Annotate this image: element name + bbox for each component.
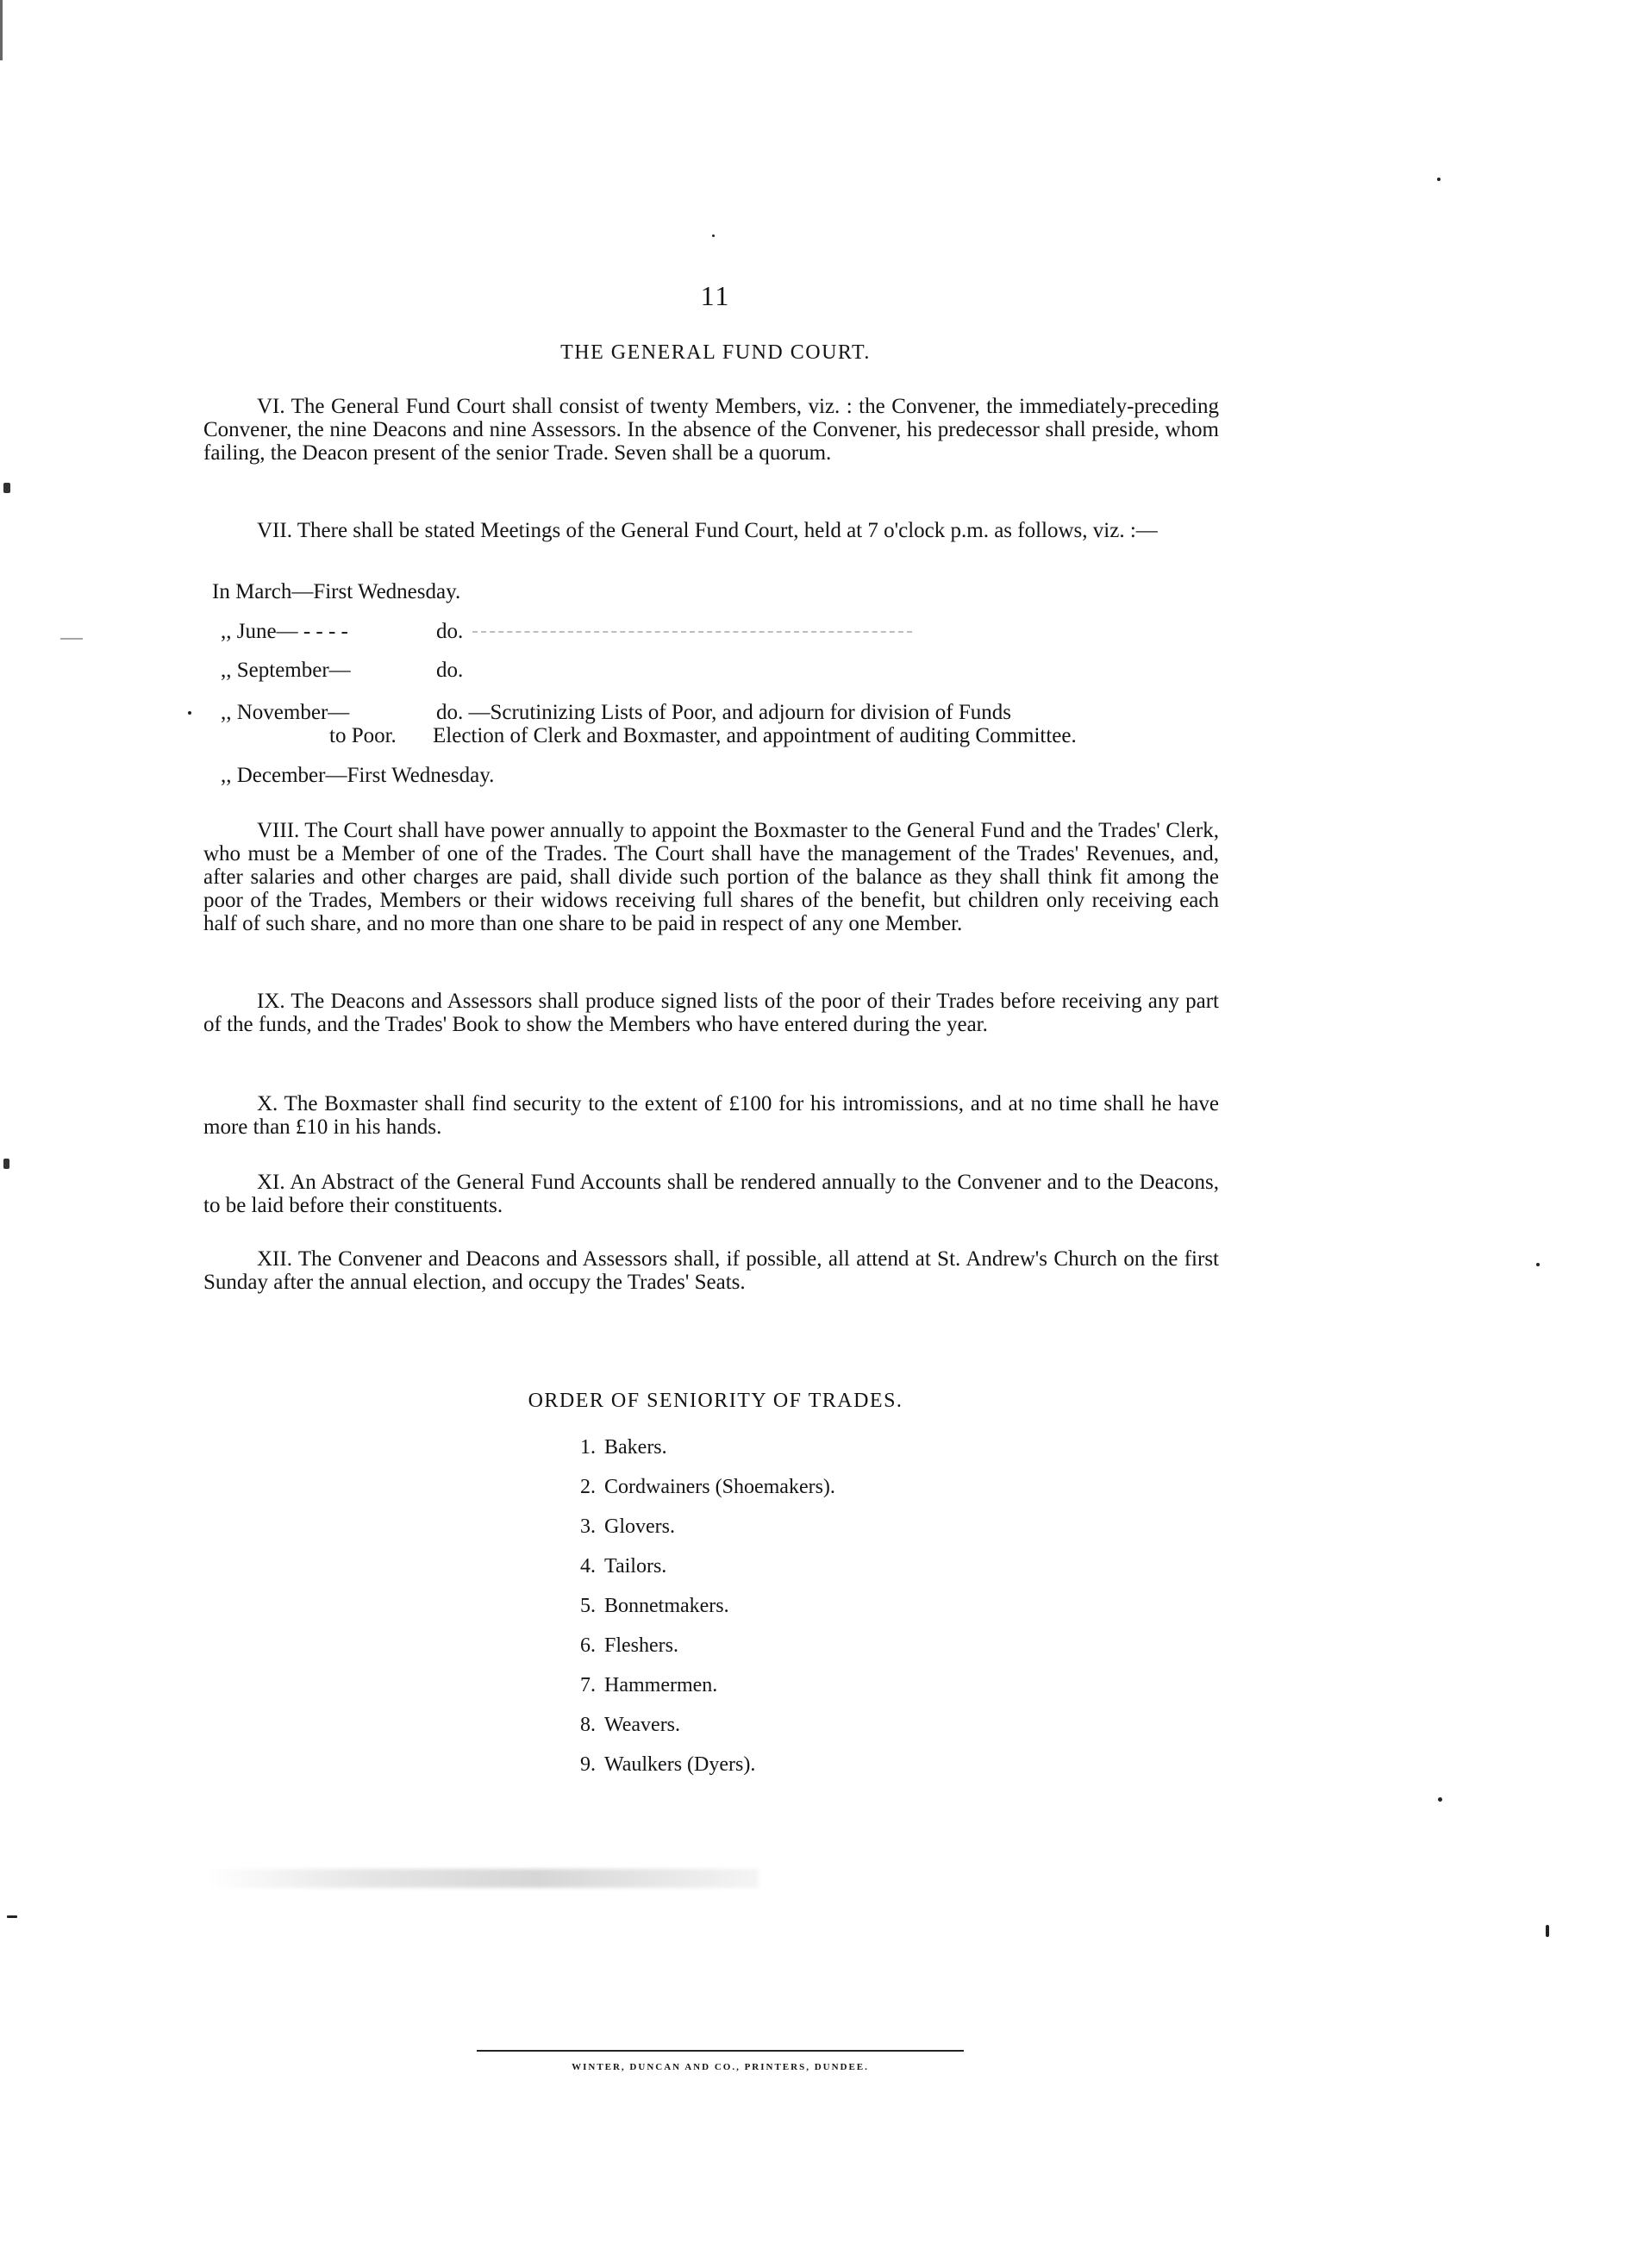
trade-number: 5. <box>580 1595 596 1617</box>
printer-imprint: WINTER, DUNCAN AND CO., PRINTERS, DUNDEE. <box>572 2062 869 2072</box>
page-number: 11 <box>700 280 731 311</box>
para-vii: VII. There shall be stated Meetings of the General Fund Court, held at 7 o'clock p.m. as follows, viz. :— <box>257 519 1158 542</box>
trade-item <box>567 1594 729 1618</box>
scan-speck <box>712 234 715 237</box>
trade-item <box>567 1713 680 1737</box>
trade-item <box>567 1554 666 1578</box>
meeting-month: ,, June— - - - - <box>221 620 348 643</box>
trade-name: Waulkers (Dyers). <box>604 1753 756 1776</box>
trade-item <box>567 1753 755 1777</box>
scan-speck <box>1536 1263 1540 1266</box>
para-vi: VI. The General Fund Court shall consist of twenty Members, viz. : the Convener, the immediately-preceding Convener, the nine Deacons and nine Assessors. In the absence of the Convener, his predecessor shall preside, whom failing, the Deacon present of the senior Trade. Seven shall be a quorum. <box>203 395 1219 465</box>
scan-speck <box>7 1915 17 1918</box>
trade-number: 3. <box>580 1515 596 1538</box>
meeting-month: to Poor. <box>329 724 397 747</box>
meeting-month: In March—First Wednesday. <box>212 580 461 603</box>
scan-speck <box>1546 1925 1549 1937</box>
meeting-month: ,, November— <box>221 701 350 724</box>
para-xii: XII. The Convener and Deacons and Assessors shall, if possible, all attend at St. Andrew's Church on the first Sunday after the annual election, and occupy the Trades' Seats. <box>203 1247 1219 1294</box>
general-fund-heading: THE GENERAL FUND COURT. <box>560 341 871 364</box>
trade-number: 2. <box>580 1476 596 1498</box>
meeting-detail: Election of Clerk and Boxmaster, and appointment of auditing Committee. <box>433 724 1077 747</box>
trade-number: 1. <box>580 1436 596 1459</box>
para-x: X. The Boxmaster shall find security to the extent of £100 for his intromissions, and at no time shall he have more than £10 in his hands. <box>203 1092 1219 1139</box>
meeting-month: ,, December—First Wednesday. <box>221 764 495 787</box>
trade-name: Weavers. <box>604 1714 681 1736</box>
scan-speck <box>188 711 191 715</box>
scan-speck <box>3 1159 9 1169</box>
para-xi: XI. An Abstract of the General Fund Accounts shall be rendered annually to the Convener and to the Deacons, to be laid before their constituents. <box>203 1171 1219 1217</box>
meeting-row <box>221 764 494 788</box>
footer-rule <box>477 2050 964 2052</box>
trade-name: Cordwainers (Shoemakers). <box>604 1476 835 1498</box>
trade-number: 4. <box>580 1555 596 1578</box>
seniority-heading: ORDER OF SENIORITY OF TRADES. <box>528 1390 903 1412</box>
meeting-detail: do. <box>436 620 464 643</box>
para-viii: VIII. The Court shall have power annually to appoint the Boxmaster to the General Fund and the Trades' Clerk, who must be a Member of one of the Trades. The Court shall have the management of the Trades' Revenues, and, after salaries and other charges are paid, shall divide such portion of the balance as they shall think fit among the poor of the Trades, Members or their widows receiving full shares of the benefit, but children only receiving each half of such share, and no more than one share to be paid in respect of any one Member. <box>203 819 1219 935</box>
trade-item <box>567 1634 678 1658</box>
trade-name: Fleshers. <box>604 1634 678 1657</box>
meeting-month: ,, September— <box>221 659 351 682</box>
trade-item <box>567 1475 835 1499</box>
trade-item <box>567 1435 667 1459</box>
page-edge-mark <box>0 0 3 60</box>
para-ix: IX. The Deacons and Assessors shall produce signed lists of the poor of their Trades before receiving any part of the funds, and the Trades' Book to show the Members who have entered during the year. <box>203 990 1219 1036</box>
trade-name: Tailors. <box>604 1555 667 1578</box>
trade-number: 9. <box>580 1753 596 1776</box>
trade-name: Glovers. <box>604 1515 675 1538</box>
trade-name: Hammermen. <box>604 1674 718 1696</box>
meeting-detail: do. —Scrutinizing Lists of Poor, and adjourn for division of Funds <box>436 701 1012 724</box>
scan-speck <box>1438 1797 1442 1802</box>
meeting-row <box>212 580 460 604</box>
trade-item <box>567 1515 675 1539</box>
trade-name: Bonnetmakers. <box>604 1595 729 1617</box>
trade-number: 7. <box>580 1674 596 1696</box>
trade-name: Bakers. <box>604 1436 667 1459</box>
scan-speck <box>3 483 10 493</box>
trade-number: 8. <box>580 1714 596 1736</box>
faint-dashed-rule <box>472 631 912 633</box>
show-through-smudge <box>207 1869 759 1888</box>
trade-item <box>567 1673 717 1697</box>
meeting-detail: do. <box>436 659 464 682</box>
trade-number: 6. <box>580 1634 596 1657</box>
scan-speck <box>1437 178 1441 181</box>
scan-speck <box>60 638 83 640</box>
